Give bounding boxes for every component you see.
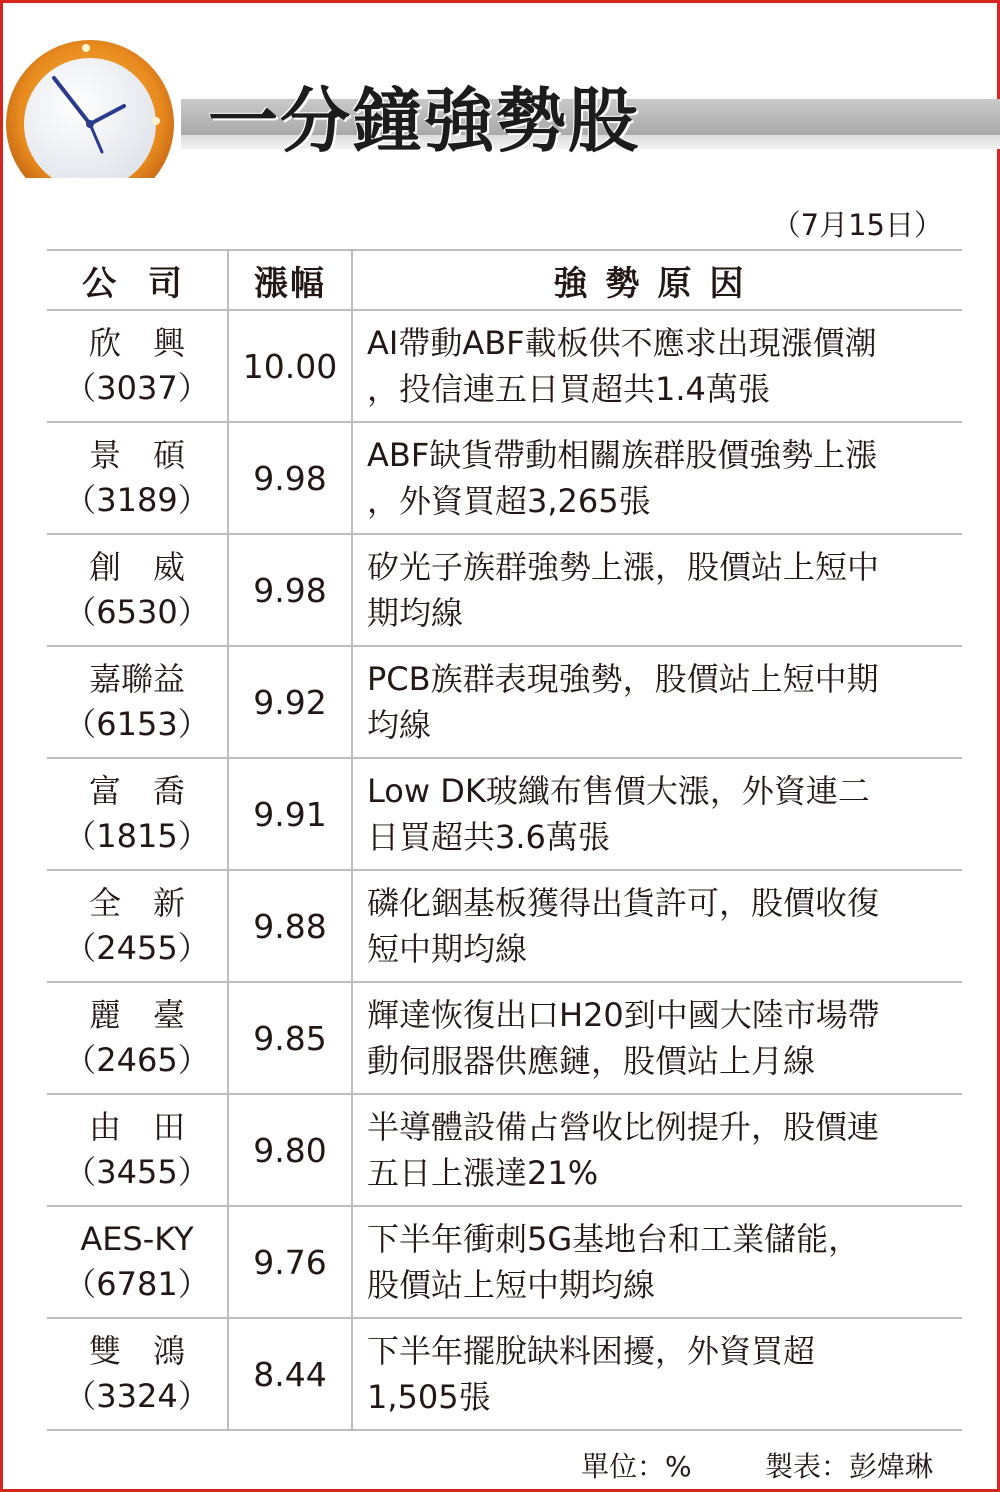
reason-line: ，外資買超3,265張 bbox=[367, 482, 651, 520]
company-code: （3324） bbox=[64, 1377, 210, 1415]
change-cell: 9.98 bbox=[228, 422, 352, 534]
reason-line: 股價站上短中期均線 bbox=[367, 1266, 656, 1304]
table-row bbox=[47, 1206, 962, 1318]
company-cell bbox=[47, 422, 228, 534]
change-cell: 10.00 bbox=[228, 310, 352, 422]
company-code: （6781） bbox=[64, 1265, 210, 1303]
company-name: 富 喬 bbox=[88, 772, 185, 810]
reason-line: 矽光子族群強勢上漲，股價站上短中 bbox=[367, 548, 880, 586]
company-cell bbox=[47, 310, 228, 422]
change-cell: 9.80 bbox=[228, 1094, 352, 1206]
reason-line: 短中期均線 bbox=[367, 930, 528, 968]
unit-label: 單位：% bbox=[581, 1450, 692, 1483]
reason-cell bbox=[352, 758, 962, 870]
table-row bbox=[47, 422, 962, 534]
change-cell: 9.85 bbox=[228, 982, 352, 1094]
company-cell bbox=[47, 982, 228, 1094]
table-row bbox=[47, 758, 962, 870]
company-code: （3037） bbox=[64, 369, 210, 407]
reason-line: 1,505張 bbox=[367, 1378, 491, 1416]
company-code: （2455） bbox=[64, 929, 210, 967]
reason-line: Low DK玻纖布售價大漲，外資連二 bbox=[367, 772, 870, 810]
reason-line: 日買超共3.6萬張 bbox=[367, 818, 610, 856]
company-cell bbox=[47, 1094, 228, 1206]
reason-line: ABF缺貨帶動相關族群股價強勢上漲 bbox=[367, 436, 878, 474]
table-header-row bbox=[47, 250, 962, 310]
credit-label: 製表：彭煒琳 bbox=[765, 1450, 934, 1483]
company-name: 景 碩 bbox=[88, 436, 185, 474]
change-cell: 9.76 bbox=[228, 1206, 352, 1318]
company-name: 麗 臺 bbox=[88, 996, 185, 1034]
reason-cell bbox=[352, 982, 962, 1094]
table-row bbox=[47, 1318, 962, 1430]
company-name: 創 威 bbox=[88, 548, 185, 586]
reason-cell bbox=[352, 870, 962, 982]
clock-icon bbox=[6, 6, 206, 178]
table-row bbox=[47, 534, 962, 646]
reason-line: 下半年擺脫缺料困擾，外資買超 bbox=[367, 1332, 816, 1370]
company-name: 欣 興 bbox=[88, 324, 185, 362]
reason-cell bbox=[352, 534, 962, 646]
reason-line: 下半年衝刺5G基地台和工業儲能， bbox=[367, 1220, 861, 1258]
reason-line: ，投信連五日買超共1.4萬張 bbox=[367, 370, 770, 408]
header-change: 漲幅 bbox=[228, 250, 352, 310]
company-name: 由 田 bbox=[88, 1108, 185, 1146]
reason-line: 動伺服器供應鏈，股價站上月線 bbox=[367, 1042, 816, 1080]
reason-line: 磷化銦基板獲得出貨許可，股價收復 bbox=[367, 884, 880, 922]
reason-line: AI帶動ABF載板供不應求出現漲價潮 bbox=[367, 324, 877, 362]
header-reason: 強勢原因 bbox=[352, 250, 962, 310]
header-company: 公 司 bbox=[47, 250, 228, 310]
table-row bbox=[47, 870, 962, 982]
reason-line: 半導體設備占營收比例提升，股價連 bbox=[367, 1108, 880, 1146]
company-name: 嘉聯益 bbox=[88, 660, 185, 698]
company-cell bbox=[47, 758, 228, 870]
company-cell bbox=[47, 646, 228, 758]
reason-line: PCB族群表現強勢，股價站上短中期 bbox=[367, 660, 879, 698]
table-row bbox=[47, 982, 962, 1094]
reason-cell bbox=[352, 646, 962, 758]
change-cell: 9.91 bbox=[228, 758, 352, 870]
company-name: 雙 鴻 bbox=[88, 1332, 185, 1370]
footer bbox=[3, 1441, 1000, 1485]
reason-line: 期均線 bbox=[367, 594, 464, 632]
company-code: （1815） bbox=[64, 817, 210, 855]
reason-line: 輝達恢復出口H20到中國大陸市場帶 bbox=[367, 996, 880, 1034]
date-label: （7月15日） bbox=[771, 208, 943, 242]
table-row bbox=[47, 310, 962, 422]
change-cell: 9.98 bbox=[228, 534, 352, 646]
company-code: （3455） bbox=[64, 1153, 210, 1191]
reason-cell bbox=[352, 422, 962, 534]
change-cell: 8.44 bbox=[228, 1318, 352, 1430]
reason-cell bbox=[352, 1094, 962, 1206]
company-cell bbox=[47, 534, 228, 646]
company-name: AES-KY bbox=[80, 1220, 194, 1258]
company-cell bbox=[47, 1206, 228, 1318]
reason-line: 五日上漲達21% bbox=[367, 1154, 599, 1192]
company-code: （3189） bbox=[64, 481, 210, 519]
reason-cell bbox=[352, 310, 962, 422]
reason-cell bbox=[352, 1318, 962, 1430]
company-code: （6530） bbox=[64, 593, 210, 631]
page-title: 一分鐘強勢股 bbox=[208, 80, 640, 162]
company-cell bbox=[47, 870, 228, 982]
change-cell: 9.92 bbox=[228, 646, 352, 758]
reason-line: 均線 bbox=[367, 706, 432, 744]
company-code: （6153） bbox=[64, 705, 210, 743]
company-name: 全 新 bbox=[88, 884, 185, 922]
table-row bbox=[47, 646, 962, 758]
company-cell bbox=[47, 1318, 228, 1430]
reason-cell bbox=[352, 1206, 962, 1318]
table-row bbox=[47, 1094, 962, 1206]
stock-table bbox=[47, 249, 962, 1431]
change-cell: 9.88 bbox=[228, 870, 352, 982]
company-code: （2465） bbox=[64, 1041, 210, 1079]
